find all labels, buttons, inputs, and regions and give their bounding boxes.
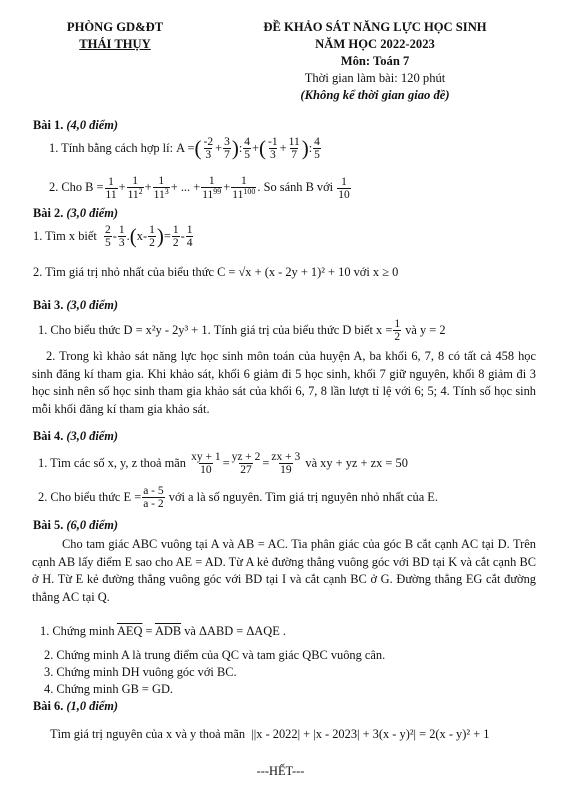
bai2-heading: Bài 2. (3,0 điểm) <box>33 206 119 220</box>
org-line-2: THÁI THỤY <box>79 37 151 51</box>
bai3-q2: 2. Trong kì khảo sát năng lực học sinh môn toán của huyện A, ba khối 6, 7, 8 có tất cả 458 học sinh đăng kí tham gia. Khi khảo sát, khối 6 giảm đi 5 học sinh, khối 7 giữ nguyên, khối 8 giảm đi 3 học sinh nên số học sinh tham gia khảo sát của khối 6, 7, 8 lần lượt tỉ lệ với 6; 5; 4. Tính số học sinh mỗi khối đăng kí tham gia khảo sát. <box>32 349 536 416</box>
angle-aeq: $\overline{AEQ}$ <box>116 624 143 638</box>
exam-year: NĂM HỌC 2022-2023 <box>315 37 435 51</box>
bai5-q1: 1. Chứng minh $\overline{AEQ} = \overline{ADB}$ và ΔABD = ΔAQE . <box>40 624 286 638</box>
exam-note: (Không kể thời gian giao đề) <box>300 88 450 102</box>
bai3-heading: Bài 3. (3,0 điểm) <box>33 298 119 312</box>
bai6-expr: ||x - 2022| + |x - 2023| + 3(x - y)²| = 2(x - y)² + 1 <box>251 727 490 741</box>
org-line-1: PHÒNG GD&ĐT <box>66 20 164 34</box>
bai4-q2: 2. Cho biểu thức E = $\frac{a - 5}{a - 2}$ với a là số nguyên. Tìm giá trị nguyên nhỏ nhất của E. <box>38 485 438 511</box>
angle-adb: $\overline{ADB}$ <box>154 624 182 638</box>
bai3-q1: 1. Cho biểu thức D = x²y - 2y³ + 1. Tính giá trị của biểu thức D biết x = $\frac{1}{2}$ và y = 2 <box>38 318 446 344</box>
bai6-heading: Bài 6. (1,0 điểm) <box>33 699 119 713</box>
bai5-q2: 2. Chứng minh A là trung điểm của QC và tam giác QBC vuông cân. <box>44 648 386 662</box>
bai2-q1: 1. Tìm x biết $\frac{2}{5}$ - $\frac{1}{3}$ . ( x- $\frac{1}{2}$ ) = $\frac{1}{2}$ - $\frac{1}{4}$ <box>33 224 193 250</box>
bai1-q2: 2. Cho B = $\frac{1}{11}$ + $\frac{1}{11^2}$ + $\frac{1}{11^3}$ + ... + $\frac{1}{11^{99}}$ + $\frac{1}{11^{100}}$ . So sánh B với $\frac{1}{10}$ <box>49 175 350 202</box>
bai6-question: Tìm giá trị nguyên của x và y thoả mãn ||x - 2022| + |x - 2023| + 3(x - y)²| = 2(x - y)² + 1 <box>50 727 490 741</box>
exam-subject: Môn: Toán 7 <box>340 54 410 68</box>
exam-duration: Thời gian làm bài: 120 phút <box>304 71 446 85</box>
bai5-heading: Bài 5. (6,0 điểm) <box>33 518 119 532</box>
bai2-q2-expr: C = √x + (x - 2y + 1)² + 10 với x ≥ 0 <box>217 265 399 279</box>
bai1-q1: 1. Tính bằng cách hợp lí: A = ( $\frac{-2}{3}$ + $\frac{3}{7}$ ) : $\frac{4}{5}$ + ( $\frac{-1}{3}$ + $\frac{11}{7}$ ) : $\frac{4}{5}$ <box>49 136 320 162</box>
bai1-heading: Bài 1. (4,0 điểm) <box>33 118 119 132</box>
bai5-q3: 3. Chứng minh DH vuông góc với BC. <box>44 665 237 679</box>
bai2-q2: 2. Tìm giá trị nhỏ nhất của biểu thức C = √x + (x - 2y + 1)² + 10 với x ≥ 0 <box>33 265 399 279</box>
exam-title: ĐỀ KHẢO SÁT NĂNG LỰC HỌC SINH <box>263 20 487 34</box>
footer-end: ---HẾT--- <box>256 764 305 778</box>
bai5-intro: Cho tam giác ABC vuông tại A và AB = AC. Tia phân giác của góc B cắt cạnh AC tại D. Trên cạnh AB lấy điểm E sao cho AE = AD. Từ A kẻ đường thẳng vuông góc với BD tại K và cắt cạnh BC ở H. Từ E kẻ đường thẳng vuông góc với BD tại I và cắt cạnh BC ở G. Đường thẳng EG cắt đường thẳng AC tại Q. <box>32 537 536 604</box>
bai4-heading: Bài 4. (3,0 điểm) <box>33 429 119 443</box>
exam-header <box>225 20 525 105</box>
bai4-q1: 1. Tìm các số x, y, z thoả mãn $\frac{xy + 1}{10}$ = $\frac{yz + 2}{27}$ = $\frac{zx + 3}{19}$ và xy + yz + zx = 50 <box>38 451 408 477</box>
bai5-q4: 4. Chứng minh GB = GD. <box>44 682 174 696</box>
